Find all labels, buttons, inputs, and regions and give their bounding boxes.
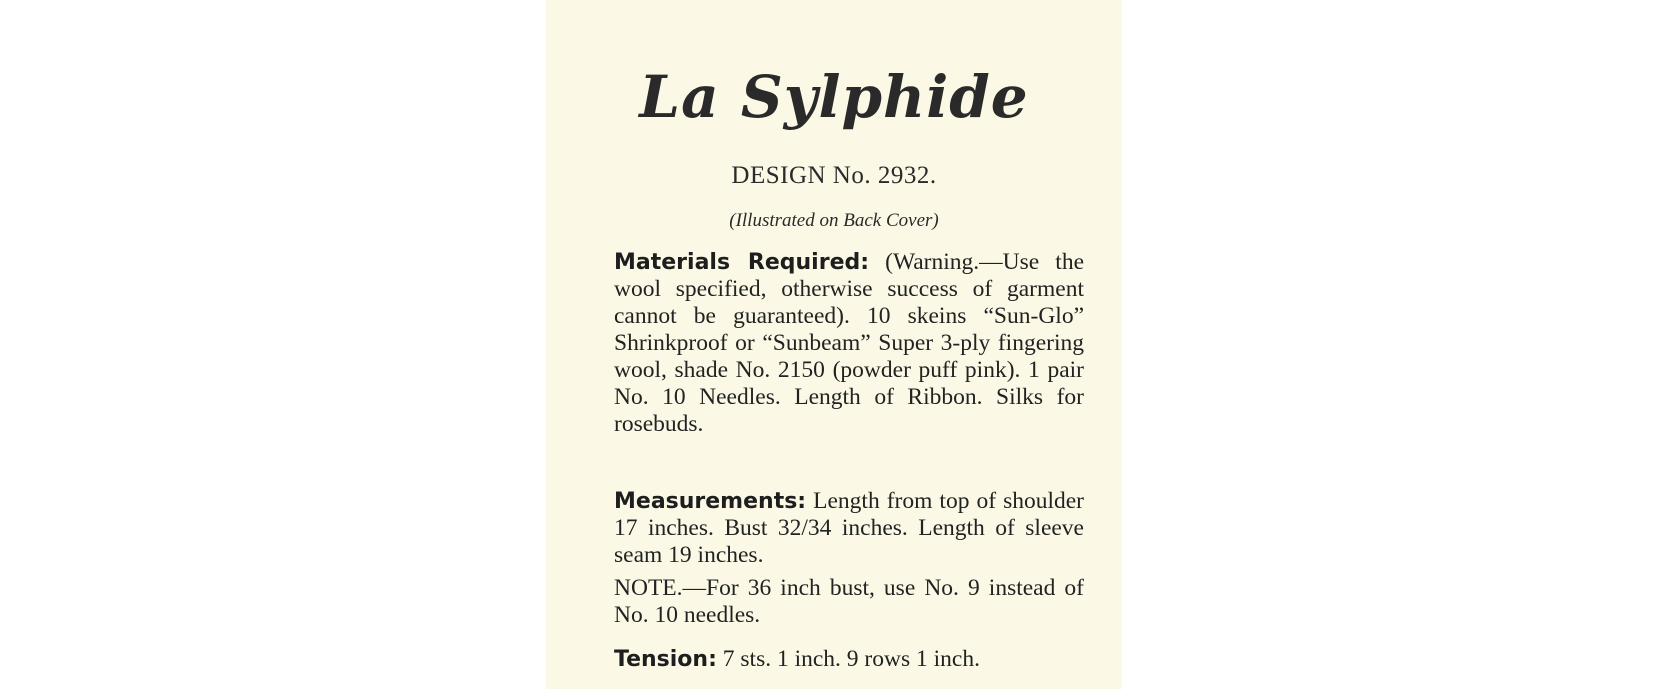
illustration-note: (Illustrated on Back Cover) xyxy=(729,210,939,231)
measurements-text: Length from top of shoulder 17 inches. Bust 32/34 inches. Length of sleeve seam 19 inches. xyxy=(614,488,1084,568)
materials-text: (Warning.—Use the wool specified, otherwise success of garment cannot be guaranteed). 10 skeins “Sun-Glo” Shrinkproof or “Sunbeam” Super 3-ply fingering wool, shade No. 2150 (powder puff pink). 1 pair No. 10 Needles. Length of Ribbon. Silks for rosebuds. xyxy=(614,249,1084,437)
document-page xyxy=(546,0,1122,689)
measurements-label: Measurements: xyxy=(614,489,807,514)
materials-paragraph xyxy=(614,249,1084,438)
measurements-paragraph xyxy=(614,488,1084,569)
design-number: DESIGN No. 2932. xyxy=(731,162,937,189)
tension-paragraph xyxy=(614,646,1084,673)
tension-label: Tension: xyxy=(614,647,717,672)
materials-label: Materials Required: xyxy=(614,250,870,275)
note-paragraph: NOTE.—For 36 inch bust, use No. 9 instead of No. 10 needles. xyxy=(614,575,1084,628)
tension-text: 7 sts. 1 inch. 9 rows 1 inch. xyxy=(716,646,980,672)
page-title: La Sylphide xyxy=(639,63,1029,131)
